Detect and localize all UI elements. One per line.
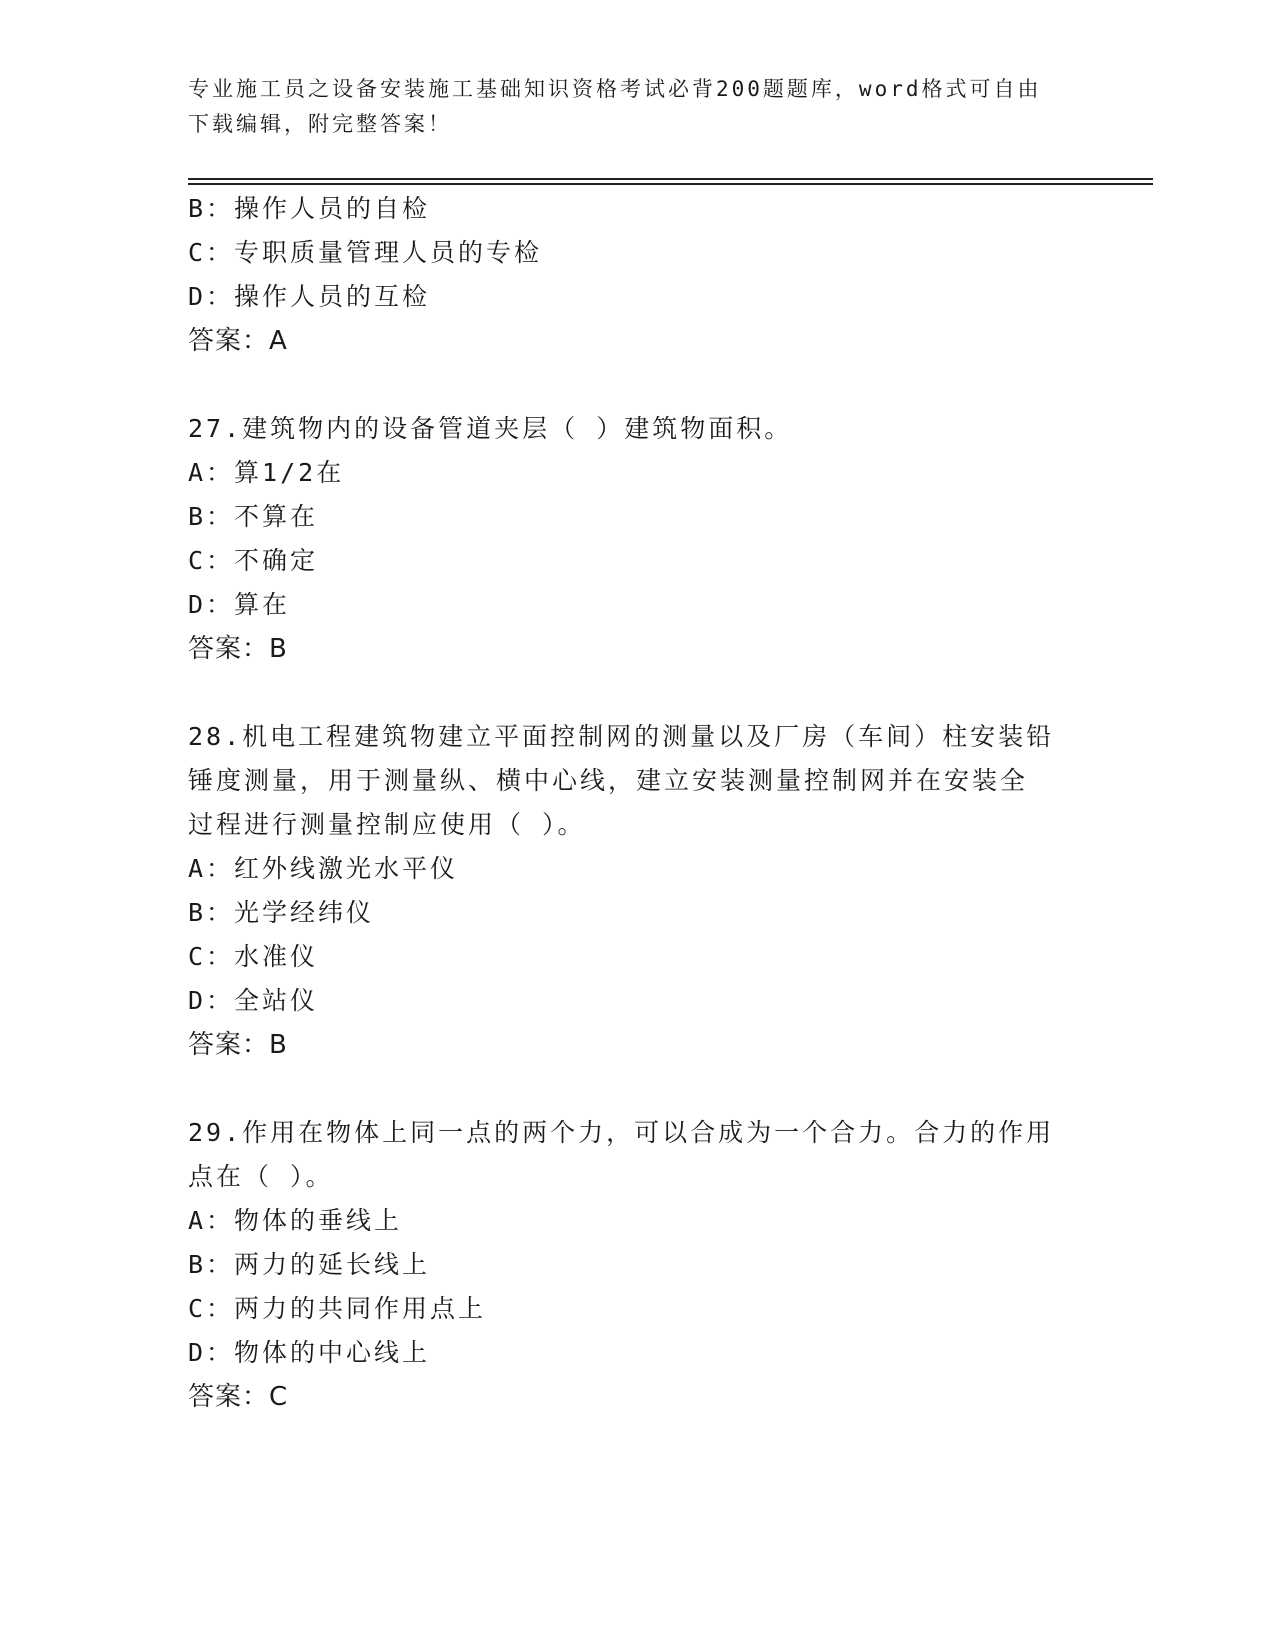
q29-option-a: A：物体的垂线上 [188, 1206, 403, 1235]
q28-stem-line-1: 28.机电工程建筑物建立平面控制网的测量以及厂房（车间）柱安装铅 [188, 722, 1055, 751]
q29-stem-line-2: 点在（ ）。 [188, 1162, 334, 1191]
q27-stem: 27.建筑物内的设备管道夹层（ ）建筑物面积。 [188, 414, 793, 443]
q27-answer: 答案：B [188, 634, 288, 664]
q29-stem-line-1: 29.作用在物体上同一点的两个力，可以合成为一个合力。合力的作用 [188, 1118, 1055, 1147]
header-divider-bottom [188, 183, 1153, 185]
q28-option-c: C：水准仪 [188, 942, 319, 971]
q26-option-c: C：专职质量管理人员的专检 [188, 238, 543, 267]
header-line-2: 下载编辑，附完整答案！ [188, 112, 452, 136]
q28-stem-line-2: 锤度测量，用于测量纵、横中心线，建立安装测量控制网并在安装全 [188, 766, 1029, 795]
q26-option-b: B：操作人员的自检 [188, 194, 431, 223]
q28-option-b: B：光学经纬仪 [188, 898, 375, 927]
header-line-1: 专业施工员之设备安装施工基础知识资格考试必背200题题库，word格式可自由 [188, 77, 1042, 101]
q27-option-c: C：不确定 [188, 546, 319, 575]
q29-option-c: C：两力的共同作用点上 [188, 1294, 487, 1323]
q27-option-a: A：算1/2在 [188, 458, 345, 487]
q26-option-d: D：操作人员的互检 [188, 282, 431, 311]
q29-answer: 答案：C [188, 1382, 289, 1412]
q29-option-d: D：物体的中心线上 [188, 1338, 431, 1367]
document-header [188, 72, 1068, 142]
q28-stem-line-3: 过程进行测量控制应使用（ ）。 [188, 810, 586, 839]
q28-option-a: A：红外线激光水平仪 [188, 854, 459, 883]
q27-option-d: D：算在 [188, 590, 291, 619]
q27-option-b: B：不算在 [188, 502, 319, 531]
q28-option-d: D：全站仪 [188, 986, 319, 1015]
header-divider-top [188, 178, 1153, 180]
q26-answer: 答案：A [188, 326, 288, 356]
q29-option-b: B：两力的延长线上 [188, 1250, 431, 1279]
q28-answer: 答案：B [188, 1030, 288, 1060]
